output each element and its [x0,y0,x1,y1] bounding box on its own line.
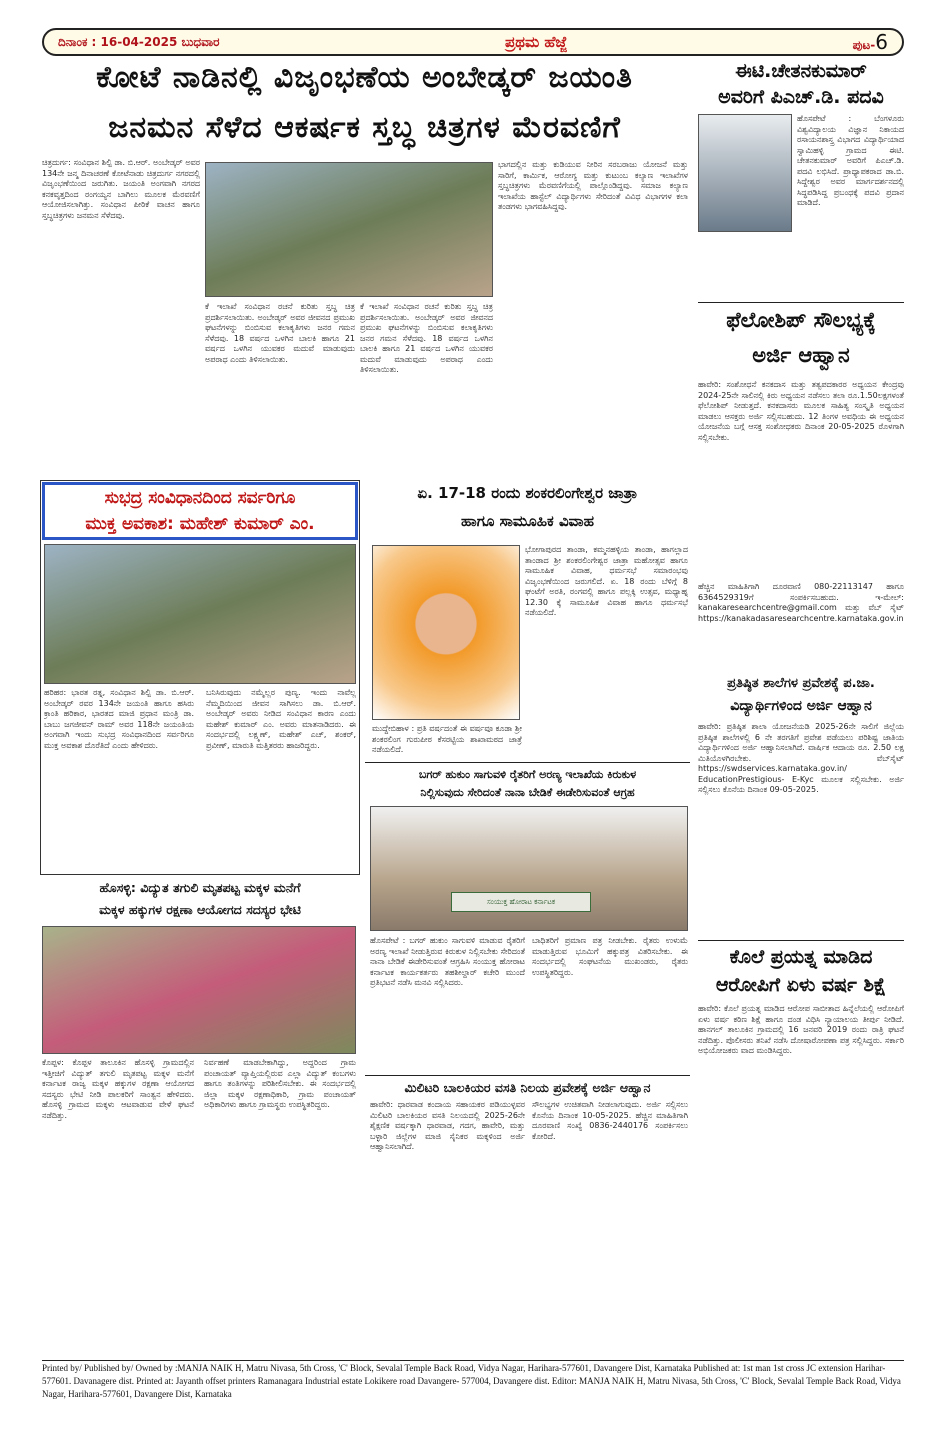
lead-text-col-3: ಭಾಗದಲ್ಲಿನ ಮತ್ತು ಕುಡಿಯುವ ನೀರಿನ ಸರಬರಾಜು ಯೋಜನೆ ಮತ್ತು ಸಾರಿಗೆ, ಕಾರ್ಮಿಕ, ಆರೋಗ್ಯ ಮತ್ತು ಕುಟುಂಬ ಕಲ್ಯಾಣ ಇಲಾಖೆಗಳ ಸ್ತಬ್ಧಚಿತ್ರಗಳು ಮೆರವಣಿಗೆಯಲ್ಲಿ ಪಾಲ್ಗೊಂಡಿದ್ದವು. ಸಮಾಜ ಕಲ್ಯಾಣ ಇಲಾಖೆಯ ಹಾಸ್ಟೆಲ್ ವಿದ್ಯಾರ್ಥಿಗಳು ಸೇರಿದಂತೆ ವಿವಿಧ ವಿಭಾಗಗಳ ಕಲಾ ತಂಡಗಳು ಭಾಗವಹಿಸಿದ್ದವು. [498,160,688,211]
mahesh-text-col-1: ಹರಿಹರ: ಭಾರತ ರತ್ನ, ಸಂವಿಧಾನ ಶಿಲ್ಪಿ ಡಾ. ಬಿ.ಆರ್. ಅಂಬೇಡ್ಕರ್ ರವರ 134ನೇ ಜಯಂತಿ ಹಾಗೂ ಹಸಿರು ಕ್ರಾಂತಿ ಹರಿಕಾರ, ಭಾರತದ ಮಾಜಿ ಪ್ರಧಾನ ಮಂತ್ರಿ ಡಾ. ಬಾಬು ಜಗಜೀವನ್ ರಾಮ್ ಅವರ 118ನೇ ಜಯಂತಿಯ ಅಂಗವಾಗಿ ಇಂದು ಸುಭದ್ರ ಸಂವಿಧಾನದಿಂದ ಸರ್ವರಿಗೂ ಮುಕ್ತ ಅವಕಾಶ ದೊರೆತಿದೆ ಎಂದು ಹೇಳಿದರು. [44,688,194,750]
lead-headline-2: ಜನಮನ ಸೆಳೆದ ಆಕರ್ಷಕ ಸ್ತಬ್ಧ ಚಿತ್ರಗಳ ಮೆರವಣಿಗೆ [108,110,621,145]
hosalli-text-col-2: ನಿರ್ವಹಣೆ ಮಾಡಬೇಕಾಗಿದ್ದು, ಅದ್ದರಿಂದ ಗ್ರಾಮ ಪಂಚಾಯತ್ ವ್ಯಾಪ್ತಿಯಲ್ಲಿರುವ ಎಲ್ಲಾ ವಿದ್ಯುತ್ ಕಂಬಗಳು ಹಾಗೂ ತಂತಿಗಳನ್ನು ಪರಿಶೀಲಿಸಬೇಕು. ಈ ಸಂದರ್ಭದಲ್ಲಿ ಜಿಲ್ಲಾ ಮಕ್ಕಳ ರಕ್ಷಣಾಧಿಕಾರಿ, ಗ್ರಾಮ ಪಂಚಾಯತ್ ಅಧಿಕಾರಿಗಳು ಹಾಗೂ ಗ್ರಾಮಸ್ಥರು ಉಪಸ್ಥಿತರಿದ್ದರು. [204,1058,356,1109]
protest-banner: ಸಂಯುಕ್ತ ಹೋರಾಟ ಕರ್ನಾಟಕ [451,892,591,912]
fellowship-headline-1: ಫೆಲೋಶಿಪ್ ಸೌಲಭ್ಯಕ್ಕೆ [726,308,876,332]
imprint-line: Printed by/ Published by/ Owned by :MANJA NAIK H, Matru Nivasa, 5th Cross, 'C' Block, Sevalal Temple Back Road, Vidya Nagar, Harihara-577601, Davangere Dist, Karnataka Published at: 1st man 1st cross JC extension Harihar- 577601. Davanagere dist. Printed at: Jayanth offset printers Ramanagara Industrial estate Lokikere road Davangere- 577004, Davangere dist. Editor: MANJA NAIK H, Matru Nivasa, 5th Cross, 'C' Block, Sevalal Temple Back Road, Vidya Nagar, Harihara-577601, Davangere Dist, Karnataka [42,1363,901,1399]
masthead-bar [42,28,904,56]
phd-headline-1: ಈಟಿ.ಚೇತನಕುಮಾರ್ [735,60,867,82]
jatra-side-text: ಭೋಗಾಪುರದ ತಾಂಡಾ, ಕಮ್ಮನಹಳ್ಳಿಯ ತಾಂಡಾ, ಹಾಗಲ್ಲಾದ ತಾಂಡಾದ ಶ್ರೀ ಶಂಕರಲಿಂಗೇಶ್ವರ ಜಾತ್ರಾ ಮಹೋತ್ಸವ ಹಾಗೂ ಸಾಮೂಹಿಕ ವಿವಾಹ, ಧರ್ಮಸಭೆ ಸಮಾರಂಭವು ವಿಜೃಂಭಣೆಯಿಂದ ಜರುಗಲಿದೆ. ಏ. 18 ರಂದು ಬೆಳಿಗ್ಗೆ 8 ಘಂಟೆಗೆ ಅರತಿ, ರಂಗವಲ್ಲಿ ಹಾಗೂ ಪಲ್ಲಕ್ಕಿ ಉತ್ಸವ, ಮಧ್ಯಾಹ್ನ 12.30 ಕ್ಕೆ ಸಾಮೂಹಿಕ ವಿವಾಹ ಹಾಗೂ ಧರ್ಮಸಭೆ ನಡೆಯಲಿದೆ. [525,545,688,617]
newspaper-name: ಪ್ರಥಮ ಹೆಜ್ಜೆ [504,33,568,51]
fellowship-headline-2: ಅರ್ಜಿ ಆಹ್ವಾನ [752,343,850,367]
hostel-text: ಹಾವೇರಿ: ಪ್ರತಿಷ್ಠಿತ ಶಾಲಾ ಯೋಜನೆಯಡಿ 2025-26ನೇ ಸಾಲಿಗೆ ಜಿಲ್ಲೆಯ ಪ್ರತಿಷ್ಠಿತ ಶಾಲೆಗಳಲ್ಲಿ 6 ನೇ ತರಗತಿಗೆ ಪ್ರವೇಶ ಪಡೆಯಲು ಪರಿಶಿಷ್ಟ ಜಾತಿಯ ವಿದ್ಯಾರ್ಥಿಗಳಿಂದ ಅರ್ಜಿ ಆಹ್ವಾನಿಸಲಾಗಿದೆ. ವಾರ್ಷಿಕ ಆದಾಯ ರೂ. 2.50 ಲಕ್ಷ ಮಿತಿಯೊಳಗಿರಬೇಕು. ವೆಬ್‌ಸೈಟ್ https://swdservices.karnataka.gov.in/ EducationPrestigious- E-Kyc ಮೂಲಕ ಸಲ್ಲಿಸಬೇಕು. ಅರ್ಜಿ ಸಲ್ಲಿಸಲು ಕೊನೆಯ ದಿನಾಂಕ 09-05-2025. [698,722,904,794]
jail-text: ಹಾವೇರಿ: ಕೊಲೆ ಪ್ರಯತ್ನ ಮಾಡಿದ ಆರೋಪ ಸಾಬೀತಾದ ಹಿನ್ನೆಲೆಯಲ್ಲಿ ಆರೋಪಿಗೆ ಏಳು ವರ್ಷ ಕಠಿಣ ಶಿಕ್ಷೆ ಹಾಗೂ ದಂಡ ವಿಧಿಸಿ ನ್ಯಾಯಾಲಯ ತೀರ್ಪು ನೀಡಿದೆ. ಹಾನಗಲ್ ತಾಲೂಕಿನ ಗ್ರಾಮದಲ್ಲಿ 16 ಜನವರಿ 2019 ರಂದು ರಾತ್ರಿ ಘಟನೆ ನಡೆದಿತ್ತು. ಪೊಲೀಸರು ತನಿಖೆ ನಡೆಸಿ ದೋಷಾರೋಪಣಾ ಪತ್ರ ಸಲ್ಲಿಸಿದ್ದರು. ಸರ್ಕಾರಿ ಅಭಿಯೋಜಕರು ವಾದ ಮಂಡಿಸಿದ್ದರು. [698,1004,904,1055]
mahesh-text-col-2: ಬನಿಸಿರುವುದು ನಮ್ಮೆಲ್ಲರ ಪುಣ್ಯ. ಇಂದು ನಾವೆಲ್ಲ ನೆಮ್ಮದಿಯಿಂದ ಜೀವನ ಸಾಗಿಸಲು ಡಾ. ಬಿ.ಆರ್. ಅಂಬೇಡ್ಕರ್ ಅವರು ನೀಡಿದ ಸಂವಿಧಾನ ಕಾರಣ ಎಂದು ಮಹೇಶ್ ಕುಮಾರ್ ಎಂ. ಅವರು ಮಾತನಾಡಿದರು. ಈ ಸಂದರ್ಭದಲ್ಲಿ ಲಕ್ಷ್ಮಣ್, ಮಹೇಶ್ ಎಚ್, ಶಂಕರ್, ಪ್ರವೀಣ್, ಮಾರುತಿ ಮತ್ತಿತರರು ಹಾಜರಿದ್ದರು. [206,688,356,750]
mahesh-photo [44,544,356,684]
bagar-headline-2: ನಿಲ್ಲಿಸುವುದು ಸೇರಿದಂತೆ ನಾನಾ ಬೇಡಿಕೆ ಈಡೇರಿಸುವಂತೆ ಆಗ್ರಹ [420,786,635,799]
fellowship-contact: ಹೆಚ್ಚಿನ ಮಾಹಿತಿಗಾಗಿ ದೂರವಾಣಿ 080-22113147 ಹಾಗೂ 6364529319ಗೆ ಸಂಪರ್ಕಿಸಬಹುದು. ಇ-ಮೇಲ್: kanakaresearchcentre@gmail.com ಮತ್ತು ವೆಬ್ ಸೈಟ್ https://kanakadasaresearchcentre.karnataka.gov.in [698,582,904,623]
divider [698,940,904,941]
divider [365,762,690,763]
bagar-text-col-2: ಬಾಧಿತರಿಗೆ ಪ್ರಮಾಣ ಪತ್ರ ನೀಡಬೇಕು. ರೈತರು ಉಳುಮೆ ಮಾಡುತ್ತಿರುವ ಭೂಮಿಗೆ ಹಕ್ಕುಪತ್ರ ವಿತರಿಸಬೇಕು. ಈ ಸಂದರ್ಭದಲ್ಲಿ ಸಂಘಟನೆಯ ಮುಖಂಡರು, ರೈತರು ಉಪಸ್ಥಿತರಿದ್ದರು. [532,936,688,977]
bagar-headline-1: ಬಗರ್ ಹುಕುಂ ಸಾಗುವಳಿ ರೈತರಿಗೆ ಅರಣ್ಯ ಇಲಾಖೆಯ ಕಿರುಕುಳ [418,768,637,781]
hostel-headline-2: ವಿದ್ಯಾರ್ಥಿಗಳಿಂದ ಅರ್ಜಿ ಆಹ್ವಾನ [730,698,872,714]
military-text-col-1: ಹಾವೇರಿ: ಧಾರವಾಡ ಕಂದಾಯ ಸಹಾಯಕರ ಪಡಿಯುಳ್ಳವರ ಮಿಲಿಟರಿ ಬಾಲಕಿಯರ ವಸತಿ ನಿಲಯದಲ್ಲಿ 2025-26ನೇ ಶೈಕ್ಷಣಿಕ ವರ್ಷಕ್ಕಾಗಿ ಧಾರವಾಡ, ಗದಗ, ಹಾವೇರಿ, ಮತ್ತು ಬಳ್ಳಾರಿ ಜಿಲ್ಲೆಗಳ ಮಾಜಿ ಸೈನಿಕರ ಮಕ್ಕಳಿಂದ ಅರ್ಜಿ ಆಹ್ವಾನಿಸಲಾಗಿದೆ. [370,1100,525,1151]
hosalli-text-col-1: ಕೊಪ್ಪಳ: ಕೊಪ್ಪಳ ತಾಲೂಕಿನ ಹೊಸಳ್ಳಿ ಗ್ರಾಮದಲ್ಲಿನ ಇತ್ತೀಚಿಗೆ ವಿದ್ಯುತ್ ತಗುಲಿ ಮೃತಪಟ್ಟ ಮಕ್ಕಳ ಮನೆಗೆ ಕರ್ನಾಟಕ ರಾಜ್ಯ ಮಕ್ಕಳ ಹಕ್ಕುಗಳ ರಕ್ಷಣಾ ಆಯೋಗದ ಸದಸ್ಯರು ಭೇಟಿ ನೀಡಿ ಪಾಲಕರಿಗೆ ಸಾಂತ್ವನ ಹೇಳಿದರು. ಹೊಸಳ್ಳಿ ಗ್ರಾಮದ ಮಕ್ಕಳು ಆಟವಾಡುವ ವೇಳೆ ಘಟನೆ ನಡೆದಿತ್ತು. [42,1058,194,1120]
jatra-headline-1: ಏ. 17-18 ರಂದು ಶಂಕರಲಿಂಗೇಶ್ವರ ಜಾತ್ರಾ [417,484,638,502]
jatra-bottom-text: ಮುದ್ದೇಬಿಹಾಳ : ಪ್ರತಿ ವರ್ಷದಂತೆ ಈ ವರ್ಷವೂ ಕೂಡಾ ಶ್ರೀ ಶಂಕರಲಿಂಗ ಗುರುಪೀಠ ಕೆಸರಟ್ಟಿಯ ಶಾಖಾಮಠದ ಜಾತ್ರೆ ನಡೆಯಲಿದೆ. [372,724,522,754]
swamiji-portrait [372,545,520,720]
phd-portrait [698,114,792,232]
jail-headline-2: ಆರೋಪಿಗೆ ಏಳು ವರ್ಷ ಶಿಕ್ಷೆ [715,974,887,996]
jail-headline-1: ಕೊಲೆ ಪ್ರಯತ್ನ ಮಾಡಿದ [729,946,873,968]
hosalli-headline-2: ಮಕ್ಕಳ ಹಕ್ಕುಗಳ ರಕ್ಷಣಾ ಆಯೋಗದ ಸದಸ್ಯರ ಭೇಟಿ [99,902,301,917]
fellowship-text: ಹಾವೇರಿ: ಸಂಶೋಧನೆ ಕನಕದಾಸ ಮತ್ತು ತತ್ವಪದಕಾರರ ಅಧ್ಯಯನ ಕೇಂದ್ರವು 2024-25ನೇ ಸಾಲಿನಲ್ಲಿ ಕಿರು ಅಧ್ಯಯನ ನಡೆಸಲು ತಲಾ ರೂ.1.50ಲಕ್ಷಗಳಂತೆ ಫೆಲೋಶಿಪ್ ನೀಡುತ್ತದೆ. ಕನಕದಾಸರು ಮೂಲಕ ಸಾಹಿತ್ಯ ಸಂಸ್ಕೃತಿ ಅಧ್ಯಯನ ಮಾಡಲು ಆಸಕ್ತರು ಅರ್ಜಿ ಸಲ್ಲಿಸಬಹುದು. 12 ತಿಂಗಳ ಅವಧಿಯ ಈ ಅಧ್ಯಯನ ಯೋಜನೆಯ ಬಗ್ಗೆ ಆಸಕ್ತ ಸಂಶೋಧಕರು ದಿನಾಂಕ 20-05-2025 ರೊಳಗಾಗಿ ಸಲ್ಲಿಸಬೇಕು. [698,380,904,442]
issue-date: ದಿನಾಂಕ : 16-04-2025 ಬುಧವಾರ [58,34,220,49]
divider [365,1075,690,1076]
footer-divider [42,1360,904,1361]
hostel-headline-1: ಪ್ರತಿಷ್ಠಿತ ಶಾಲೆಗಳ ಪ್ರವೇಶಕ್ಕೆ ಪ.ಜಾ. [727,676,875,691]
mahesh-headline: ಸುಭದ್ರ ಸಂವಿಧಾನದಿಂದ ಸರ್ವರಿಗೂ ಮುಕ್ತ ಅವಕಾಶ: ಮಹೇಶ್ ಕುಮಾರ್ ಎಂ. [42,482,358,540]
lead-text-col-2b: ಕೆ ಇಲಾಖೆ ಸಂವಿಧಾನ ರಚನೆ ಕುರಿತು ಸ್ತಬ್ಧ ಚಿತ್ರ ಪ್ರದರ್ಶಿಸಲಾಯಿತು. ಅಂಬೇಡ್ಕರ್ ಅವರ ಜೀವನದ ಪ್ರಮುಖ ಘಟನೆಗಳನ್ನು ಬಿಂಬಿಸುವ ಕಲಾಕೃತಿಗಳು ಜನರ ಗಮನ ಸೆಳೆದವು. 18 ವರ್ಷದ ಒಳಗಿನ ಬಾಲಕಿ ಹಾಗೂ 21 ವರ್ಷದ ಒಳಗಿನ ಯುವಕರ ಮದುವೆ ಮಾಡುವುದು ಅಪರಾಧ ಎಂದು ತಿಳಿಸಲಾಯಿತು. [360,302,493,374]
lead-text-col-2: ಕೆ ಇಲಾಖೆ ಸಂವಿಧಾನ ರಚನೆ ಕುರಿತು ಸ್ತಬ್ಧ ಚಿತ್ರ ಪ್ರದರ್ಶಿಸಲಾಯಿತು. ಅಂಬೇಡ್ಕರ್ ಅವರ ಜೀವನದ ಪ್ರಮುಖ ಘಟನೆಗಳನ್ನು ಬಿಂಬಿಸುವ ಕಲಾಕೃತಿಗಳು ಜನರ ಗಮನ ಸೆಳೆದವು. 18 ವರ್ಷದ ಒಳಗಿನ ಬಾಲಕಿ ಹಾಗೂ 21 ವರ್ಷದ ಒಳಗಿನ ಯುವಕರ ಮದುವೆ ಮಾಡುವುದು ಅಪರಾಧ ಎಂದು ತಿಳಿಸಲಾಯಿತು. [205,302,355,364]
military-headline: ಮಿಲಿಟರಿ ಬಾಲಕಿಯರ ವಸತಿ ನಿಲಯ ಪ್ರವೇಶಕ್ಕೆ ಅರ್ಜಿ ಆಹ್ವಾನ [404,1080,651,1095]
protest-photo [370,806,688,931]
page-number: ಪುಟ-6 [852,30,888,54]
hosalli-headline-1: ಹೊಸಳ್ಳಿ: ವಿದ್ಯುತ ತಗುಲಿ ಮೃತಪಟ್ಟ ಮಕ್ಕಳ ಮನೆಗೆ [99,880,301,895]
lead-headline-1: ಕೋಟೆ ನಾಡಿನಲ್ಲಿ ವಿಜೃಂಭಣೆಯ ಅಂಬೇಡ್ಕರ್ ಜಯಂತಿ [96,60,633,95]
jatra-headline-2: ಹಾಗೂ ಸಾಮೂಹಿಕ ವಿವಾಹ [461,512,594,530]
bagar-text-col-1: ಹೊಸಪೇಟೆ : ಬಗರ್ ಹುಕುಂ ಸಾಗುವಳಿ ಮಾಡುವ ರೈತರಿಗೆ ಅರಣ್ಯ ಇಲಾಖೆ ನೀಡುತ್ತಿರುವ ಕಿರುಕುಳ ನಿಲ್ಲಿಸಬೇಕು ಸೇರಿದಂತೆ ನಾನಾ ಬೇಡಿಕೆ ಈಡೇರಿಸುವಂತೆ ಆಗ್ರಹಿಸಿ ಸಂಯುಕ್ತ ಹೋರಾಟ ಕರ್ನಾಟಕ ಕಾರ್ಯಕರ್ತರು ತಹಶೀಲ್ದಾರ್ ಕಚೇರಿ ಮುಂದೆ ಪ್ರತಿಭಟನೆ ನಡೆಸಿ ಮನವಿ ಸಲ್ಲಿಸಿದರು. [370,936,525,987]
lead-photo [205,162,493,297]
hosalli-photo [42,926,356,1054]
military-text-col-2: ಸೌಲಭ್ಯಗಳ ಉಚಿತವಾಗಿ ನೀಡಲಾಗುವುದು. ಅರ್ಜಿ ಸಲ್ಲಿಸಲು ಕೊನೆಯ ದಿನಾಂಕ 10-05-2025. ಹೆಚ್ಚಿನ ಮಾಹಿತಿಗಾಗಿ ದೂರವಾಣಿ ಸಂಖ್ಯೆ 0836-2440176 ಸಂಪರ್ಕಿಸಲು ಕೋರಿದೆ. [532,1100,688,1141]
phd-headline-2: ಅವರಿಗೆ ಪಿಎಚ್.ಡಿ. ಪದವಿ [718,86,884,108]
lead-text-col-1: ಚಿತ್ರದುರ್ಗ: ಸಂವಿಧಾನ ಶಿಲ್ಪಿ ಡಾ. ಬಿ.ಆರ್. ಅಂಬೇಡ್ಕರ್ ಅವರ 134ನೇ ಜನ್ಮ ದಿನಾಚರಣೆ ಕೋಟೆನಾಡು ಚಿತ್ರದುರ್ಗ ನಗರದಲ್ಲಿ ವಿಜೃಂಭಣೆಯಿಂದ ಜರುಗಿತು. ಜಯಂತಿ ಅಂಗವಾಗಿ ನಗರದ ಕನಕವೃತ್ತದಿಂದ ರಂಗಯ್ಯನ ಬಾಗಿಲು ಮೂಲಕ ಮೆರವಣಿಗೆ ಆಯೋಜಿಸಲಾಗಿತ್ತು. ಸಂವಿಧಾನ ಪೀಠಿಕೆ ವಾಚನ ಹಾಗೂ ಸ್ತಬ್ಧಚಿತ್ರಗಳು ಜನಮನ ಸೆಳೆದವು. [42,158,200,220]
phd-text: ಹೊಸಪೇಟೆ : ಬೆಂಗಳೂರು ವಿಶ್ವವಿದ್ಯಾಲಯ ವಿಜ್ಞಾನ ನಿಕಾಯದ ರಸಾಯನಶಾಸ್ತ್ರ ವಿಭಾಗದ ವಿದ್ಯಾರ್ಥಿಯಾದ ಸ್ವಾಮಿಹಳ್ಳಿ ಗ್ರಾಮದ ಈಟಿ. ಚೇತನಕುಮಾರ್ ಅವರಿಗೆ ಪಿಎಚ್.ಡಿ. ಪದವಿ ಲಭಿಸಿದೆ. ಪ್ರಾಧ್ಯಾಪಕರಾದ ಡಾ.ಬಿ. ಸಿದ್ದೇಶ್ವರ ಅವರ ಮಾರ್ಗದರ್ಶನದಲ್ಲಿ ಸಿದ್ಧಪಡಿಸಿದ್ದ ಪ್ರಬಂಧಕ್ಕೆ ಪದವಿ ಪ್ರದಾನ ಮಾಡಿದೆ. [797,114,904,207]
divider [698,302,904,303]
